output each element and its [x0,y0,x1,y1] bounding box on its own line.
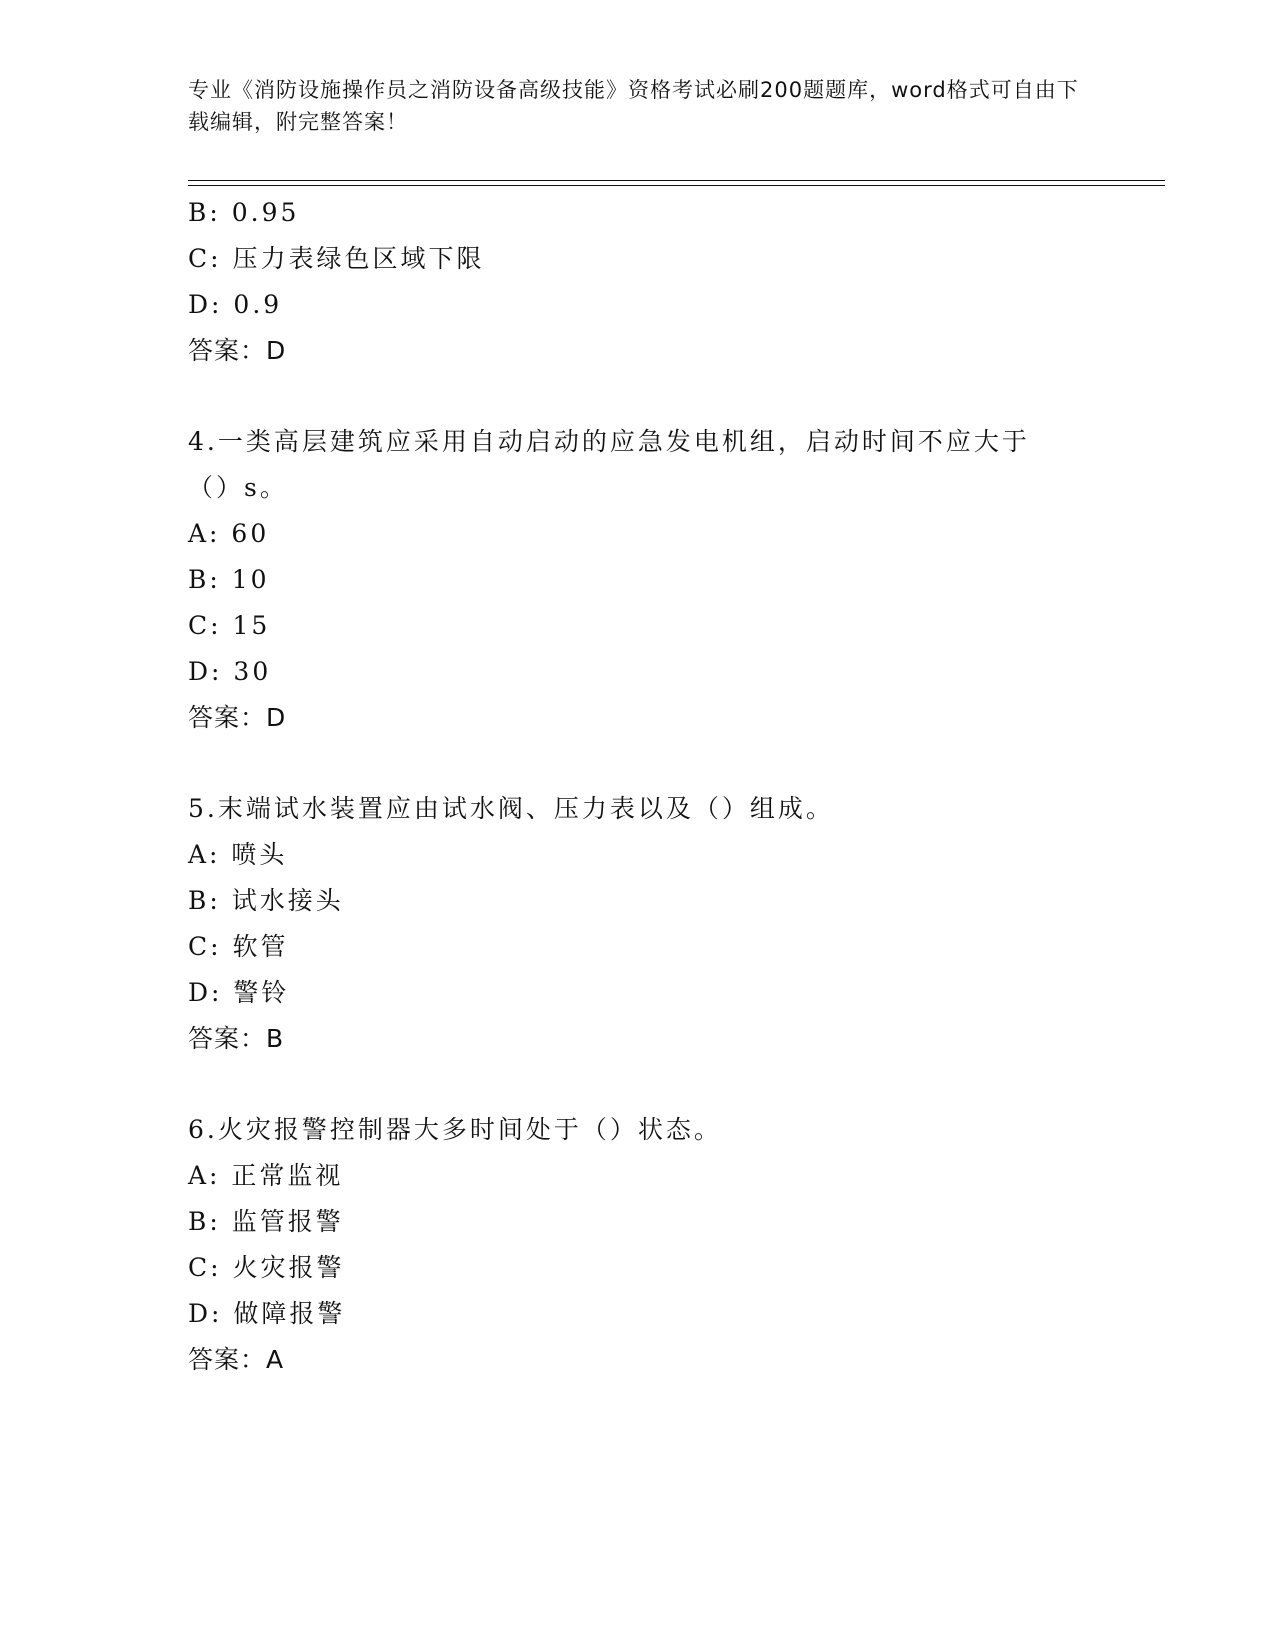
question-stem: 6.火灾报警控制器大多时间处于（）状态。 [188,1115,722,1144]
option-d: D: 做障报警 [188,1299,346,1328]
option-a: A: 喷头 [188,840,288,869]
option-c: C: 火灾报警 [188,1253,345,1282]
option-b: B: 监管报警 [188,1207,344,1236]
answer: 答案：D [188,336,287,365]
option-d: D: 警铃 [188,978,290,1007]
document-body [188,190,1088,1383]
header-divider-top [188,180,1165,181]
header-title: 专业《消防设施操作员之消防设备高级技能》资格考试必刷200题题库，word格式可自由下载编辑，附完整答案！ [188,78,1079,134]
answer: 答案：B [188,1024,285,1053]
answer: 答案：D [188,703,287,732]
question-6 [188,1107,1088,1383]
option-b: B: 试水接头 [188,886,344,915]
question-4 [188,419,1088,741]
option-d: D: 0.9 [188,290,283,319]
option-c: C: 15 [188,611,271,640]
question-5 [188,786,1088,1062]
question-3-continued [188,190,1088,374]
option-d: D: 30 [188,657,272,686]
answer: 答案：A [188,1345,285,1374]
option-a: A: 正常监视 [188,1161,344,1190]
question-stem: 5.末端试水装置应由试水阀、压力表以及（）组成。 [188,794,834,823]
option-c: C: 压力表绿色区域下限 [188,244,485,273]
document-header [188,74,1088,138]
option-b: B: 0.95 [188,198,300,227]
option-a: A: 60 [188,519,270,548]
header-divider-bottom [188,185,1165,186]
option-b: B: 10 [188,565,270,594]
option-c: C: 软管 [188,932,289,961]
question-stem: 4.一类高层建筑应采用自动启动的应急发电机组，启动时间不应大于（）s。 [188,427,1030,502]
